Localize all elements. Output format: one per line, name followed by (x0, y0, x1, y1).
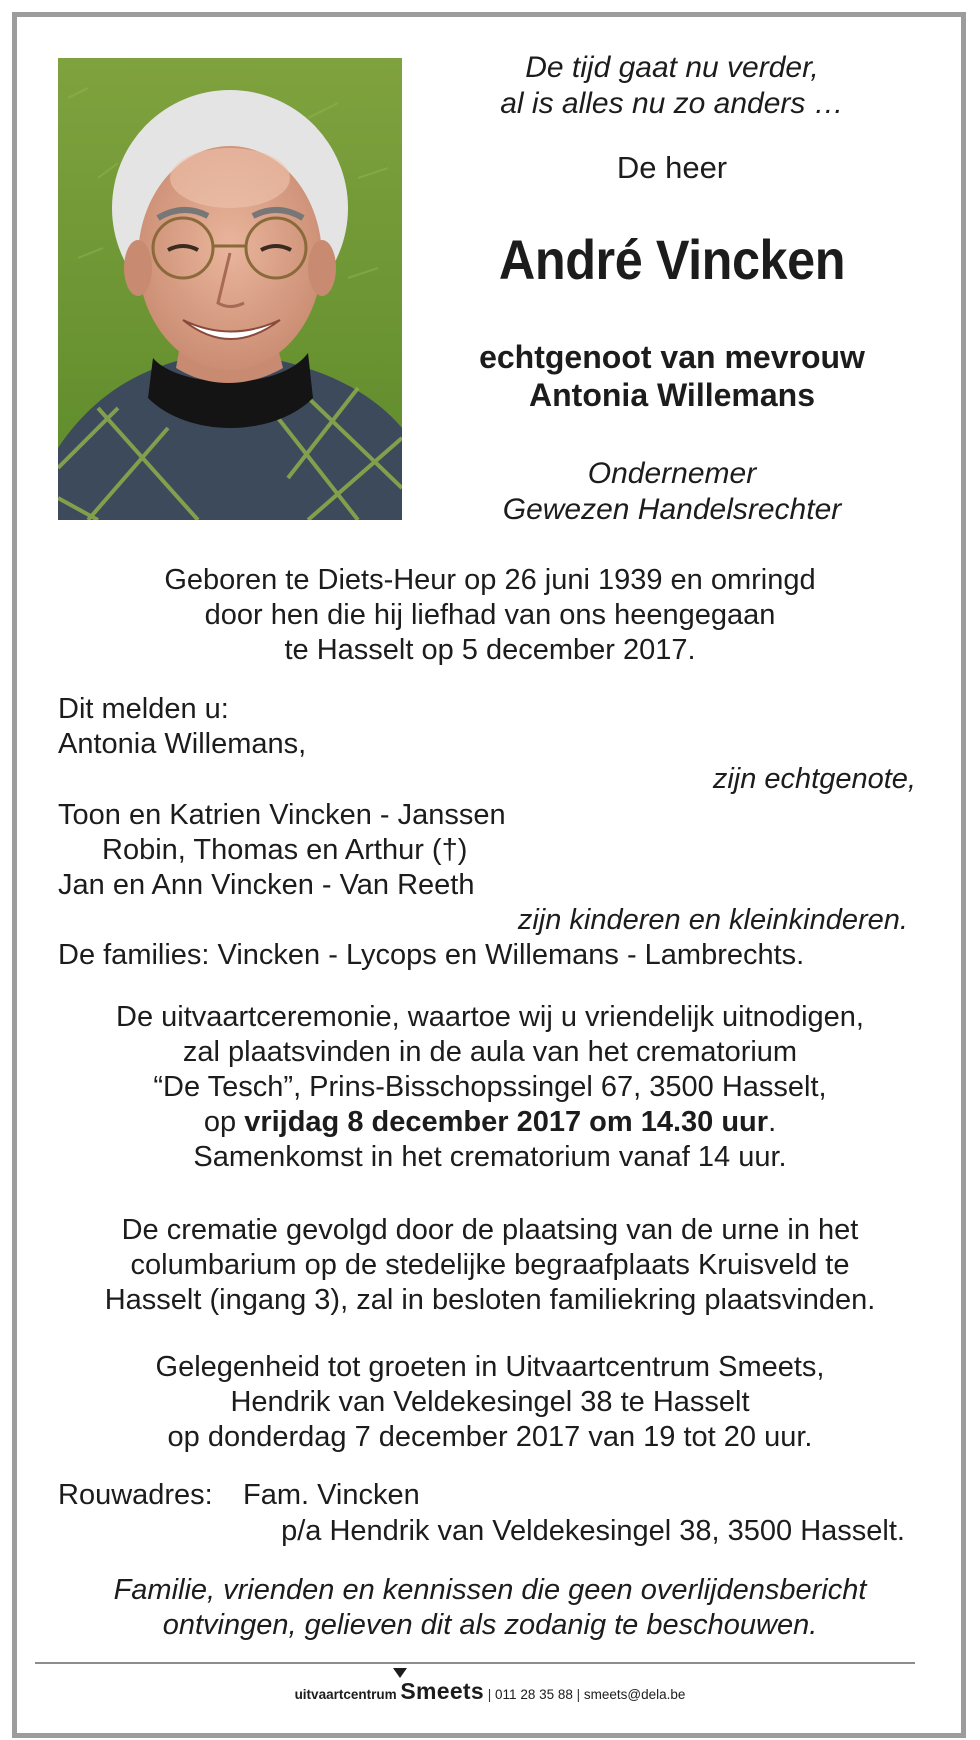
announcer-families: De families: Vincken - Lycops en Willemans - Lambrechts. (58, 939, 805, 971)
address-label: Rouwadres: (58, 1479, 213, 1511)
occupation-line-2: Gewezen Handelsrechter (502, 493, 842, 526)
ceremony-line-1: De uitvaartceremonie, waartoe wij u vriendelijk uitnodigen, (116, 1001, 864, 1033)
ceremony-line-2: zal plaatsvinden in de aula van het crematorium (182, 1036, 798, 1068)
cremation-line-2: columbarium op de stedelijke begraafplaats Kruisveld te (130, 1249, 850, 1281)
announcer-spouse: Antonia Willemans, (58, 728, 307, 760)
birth-death-line-2: door hen die hij liefhad van ons heengegaan (204, 599, 776, 631)
address-street: p/a Hendrik van Veldekesingel 38, 3500 Hasselt. (281, 1515, 905, 1547)
portrait-illustration (58, 58, 402, 520)
ceremony-paragraph (0, 1000, 980, 1175)
footer-divider (35, 1662, 915, 1664)
announcer-children-role: zijn kinderen en kleinkinderen. (517, 904, 908, 936)
visitation-line-1: Gelegenheid tot groeten in Uitvaartcentrum Smeets, (155, 1351, 825, 1383)
spouse-line-1: echtgenoot van mevrouw (479, 339, 865, 375)
announcer-child-2: Jan en Ann Vincken - Van Reeth (58, 869, 475, 901)
spouse-block (422, 338, 922, 414)
ceremony-line-5: Samenkomst in het crematorium vanaf 14 uur. (193, 1141, 787, 1173)
quote-line-2: al is alles nu zo anders … (500, 87, 844, 120)
portrait-photo (58, 58, 402, 520)
occupation-block (422, 456, 922, 528)
footer-phone: 011 28 35 88 (495, 1687, 573, 1702)
announcer-grandchildren-1: Robin, Thomas en Arthur (†) (102, 834, 468, 866)
birth-death-line-3: te Hasselt op 5 december 2017. (284, 634, 696, 666)
announcer-spouse-role: zijn echtgenote, (712, 763, 916, 795)
birth-death-line-1: Geboren te Diets-Heur op 26 juni 1939 en omringd (164, 564, 816, 596)
visitation-line-3: op donderdag 7 december 2017 van 19 tot 20 uur. (167, 1421, 813, 1453)
occupation-line-1: Ondernemer (587, 457, 757, 490)
deceased-name: André Vincken (498, 228, 846, 291)
quote-line-1: De tijd gaat nu verder, (525, 51, 819, 84)
ceremony-date-time: vrijdag 8 december 2017 om 14.30 uur (244, 1106, 769, 1138)
cremation-paragraph (0, 1213, 980, 1318)
cremation-line-3: Hasselt (ingang 3), zal in besloten familiekring plaatsvinden. (104, 1284, 876, 1316)
visitation-paragraph (0, 1350, 980, 1455)
quote (422, 50, 922, 122)
ceremony-line-4 (0, 1105, 980, 1140)
closing-paragraph (0, 1573, 980, 1643)
closing-line-1: Familie, vrienden en kennissen die geen overlijdensbericht (113, 1574, 867, 1606)
announcer-child-1: Toon en Katrien Vincken - Janssen (58, 799, 506, 831)
spouse-line-2: Antonia Willemans (529, 377, 815, 413)
cremation-line-1: De crematie gevolgd door de plaatsing van de urne in het (121, 1214, 859, 1246)
ceremony-line-4-suffix: . (768, 1106, 777, 1138)
ceremony-line-4-prefix: op (203, 1106, 245, 1138)
footer-brand-small: uitvaartcentrum (294, 1687, 397, 1702)
ceremony-line-3: “De Tesch”, Prins-Bisschopssingel 67, 3500 Hasselt, (153, 1071, 827, 1103)
birth-death-paragraph (0, 563, 980, 668)
footer (0, 1678, 980, 1705)
announcers-intro: Dit melden u: (58, 693, 229, 725)
footer-separator-2: | (576, 1687, 581, 1702)
salutation: De heer (616, 150, 728, 185)
closing-line-2: ontvingen, gelieven dit als zodanig te beschouwen. (162, 1609, 818, 1641)
footer-brand-name: Smeets (400, 1678, 484, 1704)
visitation-line-2: Hendrik van Veldekesingel 38 te Hasselt (230, 1386, 750, 1418)
smeets-logo-mark-icon (393, 1668, 407, 1678)
footer-email: smeets@dela.be (583, 1687, 686, 1702)
address-name: Fam. Vincken (243, 1479, 420, 1511)
footer-separator-1: | (487, 1687, 492, 1702)
